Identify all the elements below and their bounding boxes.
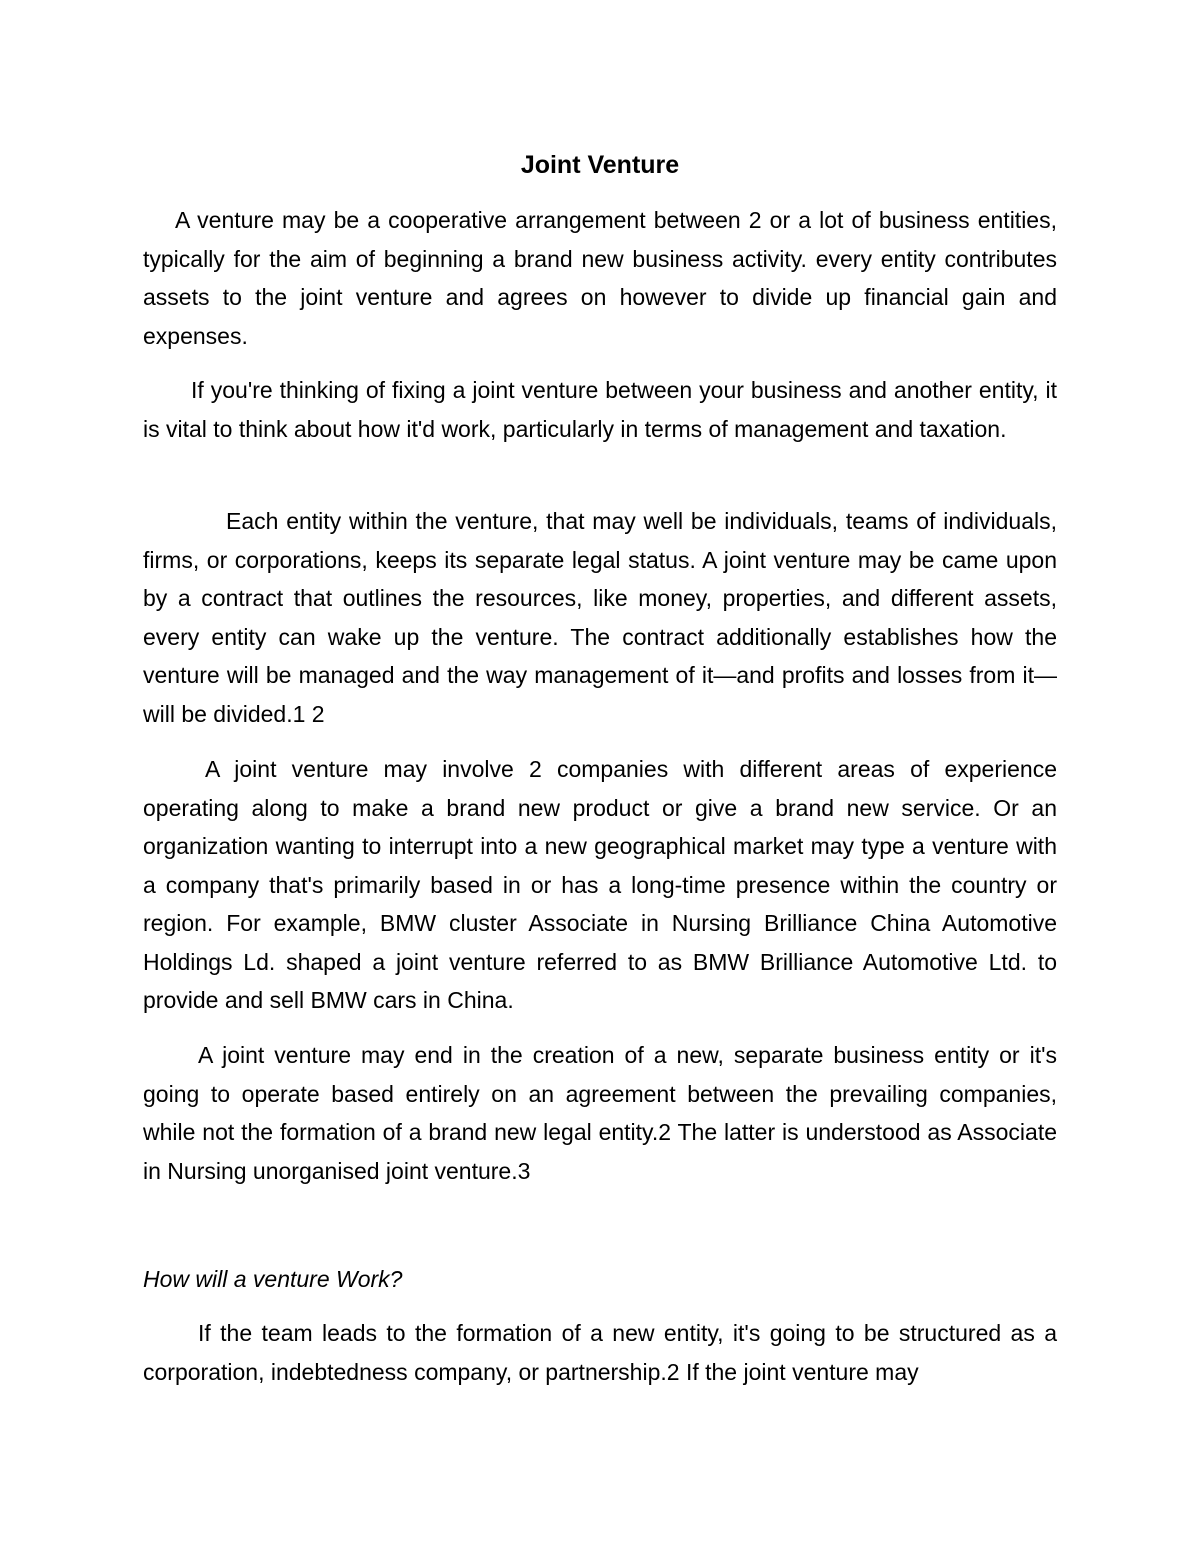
paragraph-4: A joint venture may involve 2 companies with different areas of experience operating along to make a brand new product or give a brand new service. Or an organization wanting to interrupt into a new geographical market may type a venture with a company that's primarily based in or has a long-time presence within the country or region. For example, BMW cluster Associate in Nursing Brilliance China Automotive Holdings Ld. shaped a joint venture referred to as BMW Brilliance Automotive Ltd. to provide and sell BMW cars in China.: [143, 756, 1057, 1013]
paragraph-5: A joint venture may end in the creation of a new, separate business entity or it's going to operate based entirely on an agreement between the prevailing companies, while not the formation of a brand new legal entity.2 The latter is understood as Associate in Nursing unorganised joint venture.3: [143, 1042, 1057, 1184]
paragraph-3: Each entity within the venture, that may well be individuals, teams of individuals, firms, or corporations, keeps its separate legal status. A joint venture may be came upon by a contract that outlines the resources, like money, properties, and different assets, every entity can wake up the venture. The contract additionally establishes how the venture will be managed and the way management of it—and profits and losses from it—will be divided.1 2: [143, 508, 1057, 727]
paragraph-6: If the team leads to the formation of a new entity, it's going to be structured as a corporation, indebtedness company, or partnership.2 If the joint venture may: [143, 1320, 1057, 1385]
section-subheading: How will a venture Work?: [143, 1266, 403, 1292]
paragraph-1: A venture may be a cooperative arrangement between 2 or a lot of business entities, typically for the aim of beginning a brand new business activity. every entity contributes assets to the joint venture and agrees on however to divide up financial gain and expenses.: [143, 207, 1057, 349]
document-title: Joint Venture: [520, 151, 680, 179]
paragraph-2: If you're thinking of fixing a joint venture between your business and another entity, it is vital to think about how it'd work, particularly in terms of management and taxation.: [143, 377, 1057, 442]
